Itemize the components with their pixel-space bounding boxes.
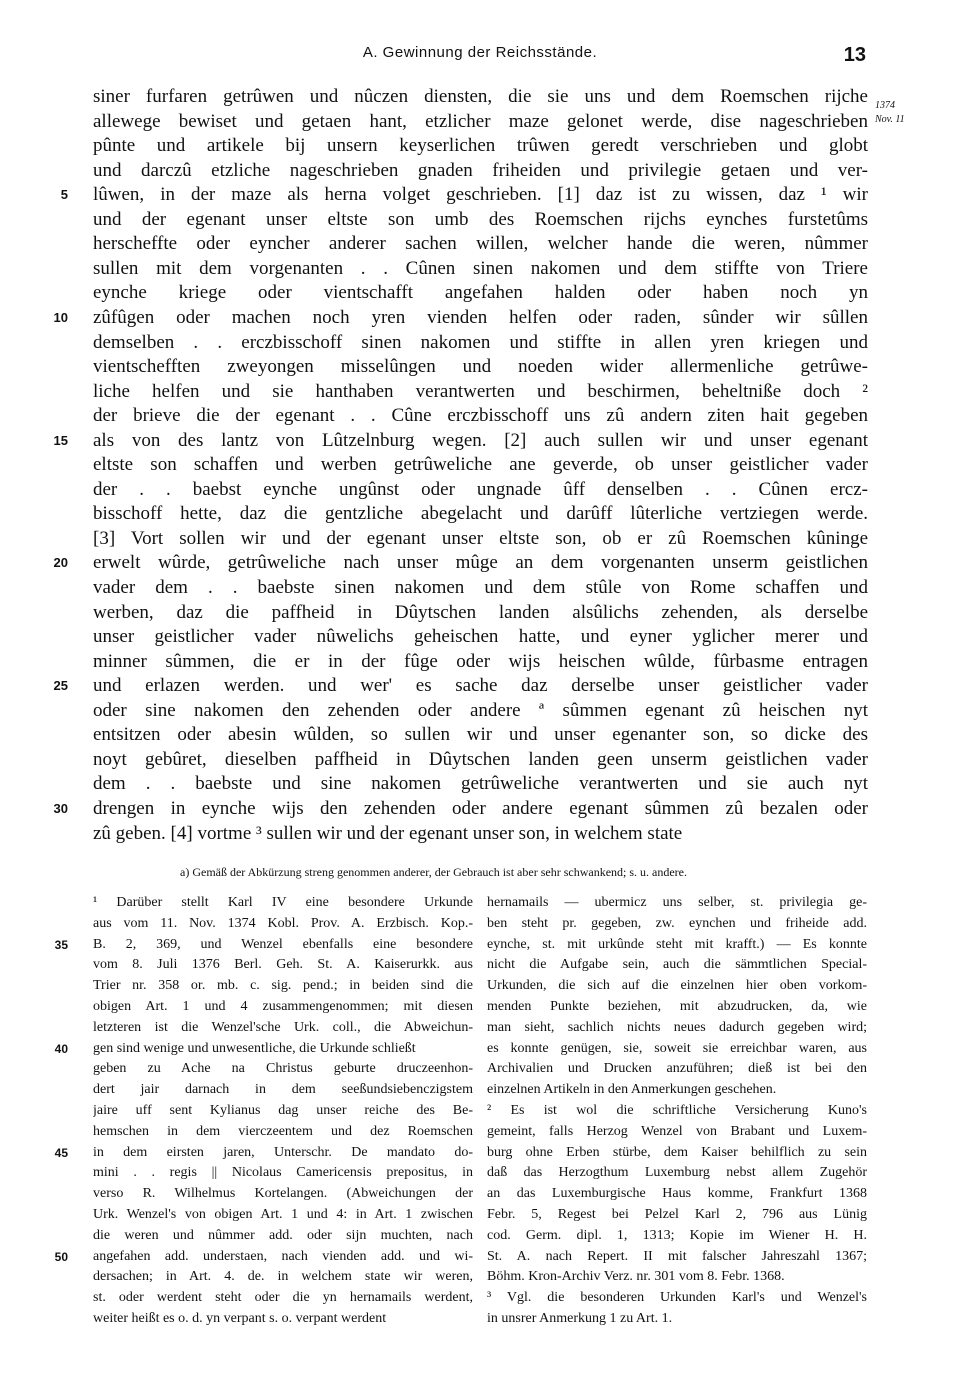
footnote-line: hernamails — ubermicz uns selber, st. privilegia ge-	[487, 895, 867, 910]
margin-date: Nov. 11	[875, 114, 905, 125]
text-line: herscheffte oder eyncher anderer sachen willen, welcher hande die weren, nûmmer	[93, 233, 868, 255]
text-line: der brieve die der egenant . . Cûne erczbisschoff uns zû andern ziten hait gegeben	[93, 405, 868, 427]
text-line: pûnte und artikele bij unsern keyserlichen trûwen geredt verschrieben und globt	[93, 135, 868, 157]
footnote-line: angefahen add. understaen, nach vienden add. und wi-	[93, 1248, 473, 1264]
footnote-line: vom 8. Juli 1376 Berl. Geh. St. A. Kaiserurkk. aus	[93, 957, 473, 973]
text-line: und darczû etzliche nageschrieben gnaden friheiden und privilegie getaen und ver-	[93, 159, 868, 181]
line-number: 30	[53, 800, 68, 816]
text-line: vader dem . . baebste sinen nakomen und dem stûle von Rome schaffen und	[93, 577, 868, 598]
footnote-line: eynche, st. mit urkûnde steht mit krafft.) — Es konnte	[487, 936, 867, 952]
footnote-line: ³ Vgl. die besonderen Urkunden Karl's und Wenzel's	[487, 1290, 867, 1306]
footnote-line: es konnte genügen, sie, soweit sie erreichbar waren, aus	[487, 1040, 867, 1056]
footnote-line: die weren und nûmmer add. oder sijn muchten, nach	[93, 1227, 473, 1243]
text-line: und erlazen werden. und wer' es sache daz derselbe unser geistlicher vader	[93, 675, 868, 697]
text-line: sullen mit dem vorgenanten . . Cûnen sinen nakomen und dem stiffte von Triere	[93, 257, 868, 279]
footnote-line: in dem eirsten jaren, Unterschr. De mandato do-	[93, 1144, 473, 1160]
text-line: minner sûmmen, die er in der fûge oder wijs heischen wûlde, fûrbasme entragen	[93, 650, 868, 672]
footnote-line: ² Es ist wol die schriftliche Versicherung Kuno's	[487, 1103, 867, 1118]
footnote-line: obigen Art. 1 und 4 zusammengenommen; mit diesen	[93, 999, 473, 1014]
text-line: eltste son schaffen und werben getrûweliche ane geverde, ob unser geistlicher vader	[93, 454, 868, 476]
text-line: eynche kriege oder vientschafft angefahen halden oder haben noch yn	[93, 282, 868, 304]
line-number: 20	[53, 555, 68, 571]
text-line: vientschefften zweyongen misselûngen und noeden wider allermenliche getrûwe-	[93, 356, 868, 378]
footnote-line: B. 2, 369, und Wenzel ebenfalls eine besondere	[93, 936, 473, 952]
footnote-line: gen sind wenige und unwesentliche, die Urkunde schließt	[93, 1040, 416, 1056]
footnote-line: dersachen; in Art. 4. de. in welchem state wir weren,	[93, 1269, 473, 1285]
footnote-line: hemschen in dem vierczeentem und dez Roemschen	[93, 1123, 473, 1139]
text-line: als von des lantz von Lûtzelnburg wegen. [2] auch sullen wir und unser egenant	[93, 429, 868, 451]
text-line: und der egenant unser eltste son umb des Roemschen rijchs eynches furstetûms	[93, 208, 868, 230]
footnote-line: daß das Herzogthum Luxemburg nebst allem Zugehör	[487, 1165, 867, 1181]
running-head: A. Gewinnung der Reichsstände.	[362, 44, 598, 61]
footnote-line: Trier nr. 358 or. mb. c. sig. pend.; in beiden sind die	[93, 978, 473, 994]
footnote-line: cod. Germ. dipl. 1, 1313; Kopie im Wiener H. H.	[487, 1227, 867, 1243]
text-line: zû geben. [4] vortme ³ sullen wir und der egenant unser son, in welchem state	[93, 822, 683, 844]
text-line: drengen in eynche wijs den zehenden oder andere egenant sûmmen zû bezalen oder	[93, 797, 868, 819]
footnote-line: menden Punkte beziehen, mit abzudrucken, da, wie	[487, 999, 867, 1014]
footnote-line-number: 50	[54, 1249, 68, 1264]
footnote-line: an das Luxemburgische Haus komme, Frankfurt 1368	[487, 1186, 867, 1202]
footnote-line: Archivalien und Drucken anzuführen; dieß ist bei den	[487, 1061, 867, 1077]
footnote-line: Urk. Wenzel's von obigen Art. 1 und 4: in Art. 1 zwischen	[93, 1207, 473, 1222]
footnote-line: letzteren ist die Wenzel'sche Urk. coll., die Abweichun-	[93, 1019, 473, 1035]
line-number: 10	[53, 309, 68, 325]
footnote-line: burg ohne Erben stürbe, dem Kaiser behilflich zu sein	[487, 1144, 867, 1160]
line-number: 25	[53, 678, 68, 694]
text-line: oder sine nakomen den zehenden oder andere ª sûmmen egenant zû heischen nyt	[93, 699, 868, 721]
footnote-line: gemeint, falls Herzog Wenzel von Brabant und Luxem-	[487, 1123, 867, 1139]
text-line: erwelt wûrde, getrûweliche nach unser mûge an dem vorgenanten unserm geistlichen	[93, 552, 868, 574]
footnote-line: man sieht, sachlich nichts neues dadurch gegeben wird;	[487, 1019, 867, 1035]
footnote-line: weiter heißt es o. d. yn verpant s. o. verpant werdent	[93, 1311, 387, 1326]
variant-note: a) Gemäß der Abkürzung streng genommen anderer, der Gebrauch ist aber sehr schwankend; s. u. andere.	[180, 865, 687, 879]
footnote-line: nicht die Aufgabe sein, auch die sämmtlichen Special-	[487, 957, 867, 973]
text-line: siner furfaren getrûwen und nûczen diensten, die sie uns und dem Roemschen rijche	[93, 86, 868, 107]
line-number: 15	[53, 432, 68, 448]
footnote-line: geben zu Ache na Christus geburte druczeenhon-	[93, 1061, 473, 1077]
footnote-line: mini . . regis || Nicolaus Camericensis prepositus, in	[93, 1165, 473, 1181]
footnote-line: in unsrer Anmerkung 1 zu Art. 1.	[487, 1311, 673, 1326]
text-line: bisschoff hette, daz die gentzliche abegelacht und darûff lûterliche vertziegen werde.	[93, 503, 868, 525]
text-line: entsitzen oder abesin wûlden, so sullen wir und unser egenanter son, so dicke des	[93, 724, 868, 746]
text-line: unser geistlicher vader nûwelichs geheischen hatte, und eyner yglicher merer und	[93, 626, 868, 648]
footnote-line: st. oder werdent steht oder die yn hernamails werdent,	[93, 1290, 473, 1306]
line-number: 5	[60, 187, 68, 203]
footnote-line: dert jair darnach in dem seeßundsiebenczigstem	[93, 1082, 473, 1098]
text-line: noyt gebûret, dieselben paffheid in Dûytschen landen geen unserm geistlichen vader	[93, 748, 868, 770]
footnote-line-number: 40	[54, 1041, 68, 1056]
text-line: zûfûgen oder machen noch yren vienden helfen oder raden, sûnder wir sûllen	[93, 306, 868, 328]
text-line: der . . baebst eynche ungûnst oder ungnade ûff denselben . . Cûnen ercz-	[93, 478, 868, 500]
footnote-line: Febr. 5, Regest bei Pelzel Karl 2, 796 aus Lünig	[487, 1207, 867, 1222]
text-line: allewege bewiset und getaen hant, etzlicher maze gelonet werde, dise nageschrieben	[93, 110, 868, 132]
footnote-line: verso R. Wilhelmus Kortelangen. (Abweichungen der	[93, 1186, 473, 1202]
text-line: dem . . baebste und sine nakomen getrûweliche verantwerten und sie auch nyt	[93, 773, 868, 795]
footnote-line-number: 45	[54, 1145, 68, 1160]
text-line: demselben . . erczbisschoff sinen nakomen und stiffte in allen yren kriegen und	[93, 331, 868, 353]
footnote-line: ¹ Darüber stellt Karl IV eine besondere Urkunde	[93, 895, 473, 910]
footnote-line: Böhm. Kron-Archiv Verz. nr. 301 vom 8. Febr. 1368.	[487, 1269, 785, 1285]
text-line: werben, daz die paffheid in Dûytschen landen alsûlichs zehenden, als derselbe	[93, 601, 868, 623]
page-number: 13	[843, 44, 866, 66]
footnote-line: einzelnen Artikeln in den Anmerkungen geschehen.	[487, 1082, 777, 1098]
footnote-line: aus vom 11. Nov. 1374 Kobl. Prov. A. Erzbisch. Kop.-	[93, 915, 473, 931]
footnote-line-number: 35	[54, 937, 68, 952]
text-line: [3] Vort sollen wir und der egenant unser eltste son, ob er zû Roemschen kûninge	[93, 527, 868, 549]
text-line: liche helfen und sie hanthaben verantwerten und beschirmen, beheltniße doch ²	[93, 380, 868, 402]
footnote-line: St. A. nach Repert. II mit falscher Jahreszahl 1367;	[487, 1248, 867, 1264]
footnote-line: jaire uff sent Kylianus dag unser reiche des Be-	[93, 1103, 473, 1118]
text-line: lûwen, in der maze als herna volget geschrieben. [1] daz ist zu wissen, daz ¹ wir	[93, 184, 868, 206]
margin-year: 1374	[875, 100, 895, 111]
footnote-line: ben steht pr. gegeben, zw. eynchen und friheide add.	[487, 915, 867, 931]
footnote-line: Urkunden, die sich auf die einzelnen hier oben vorkom-	[487, 978, 867, 994]
